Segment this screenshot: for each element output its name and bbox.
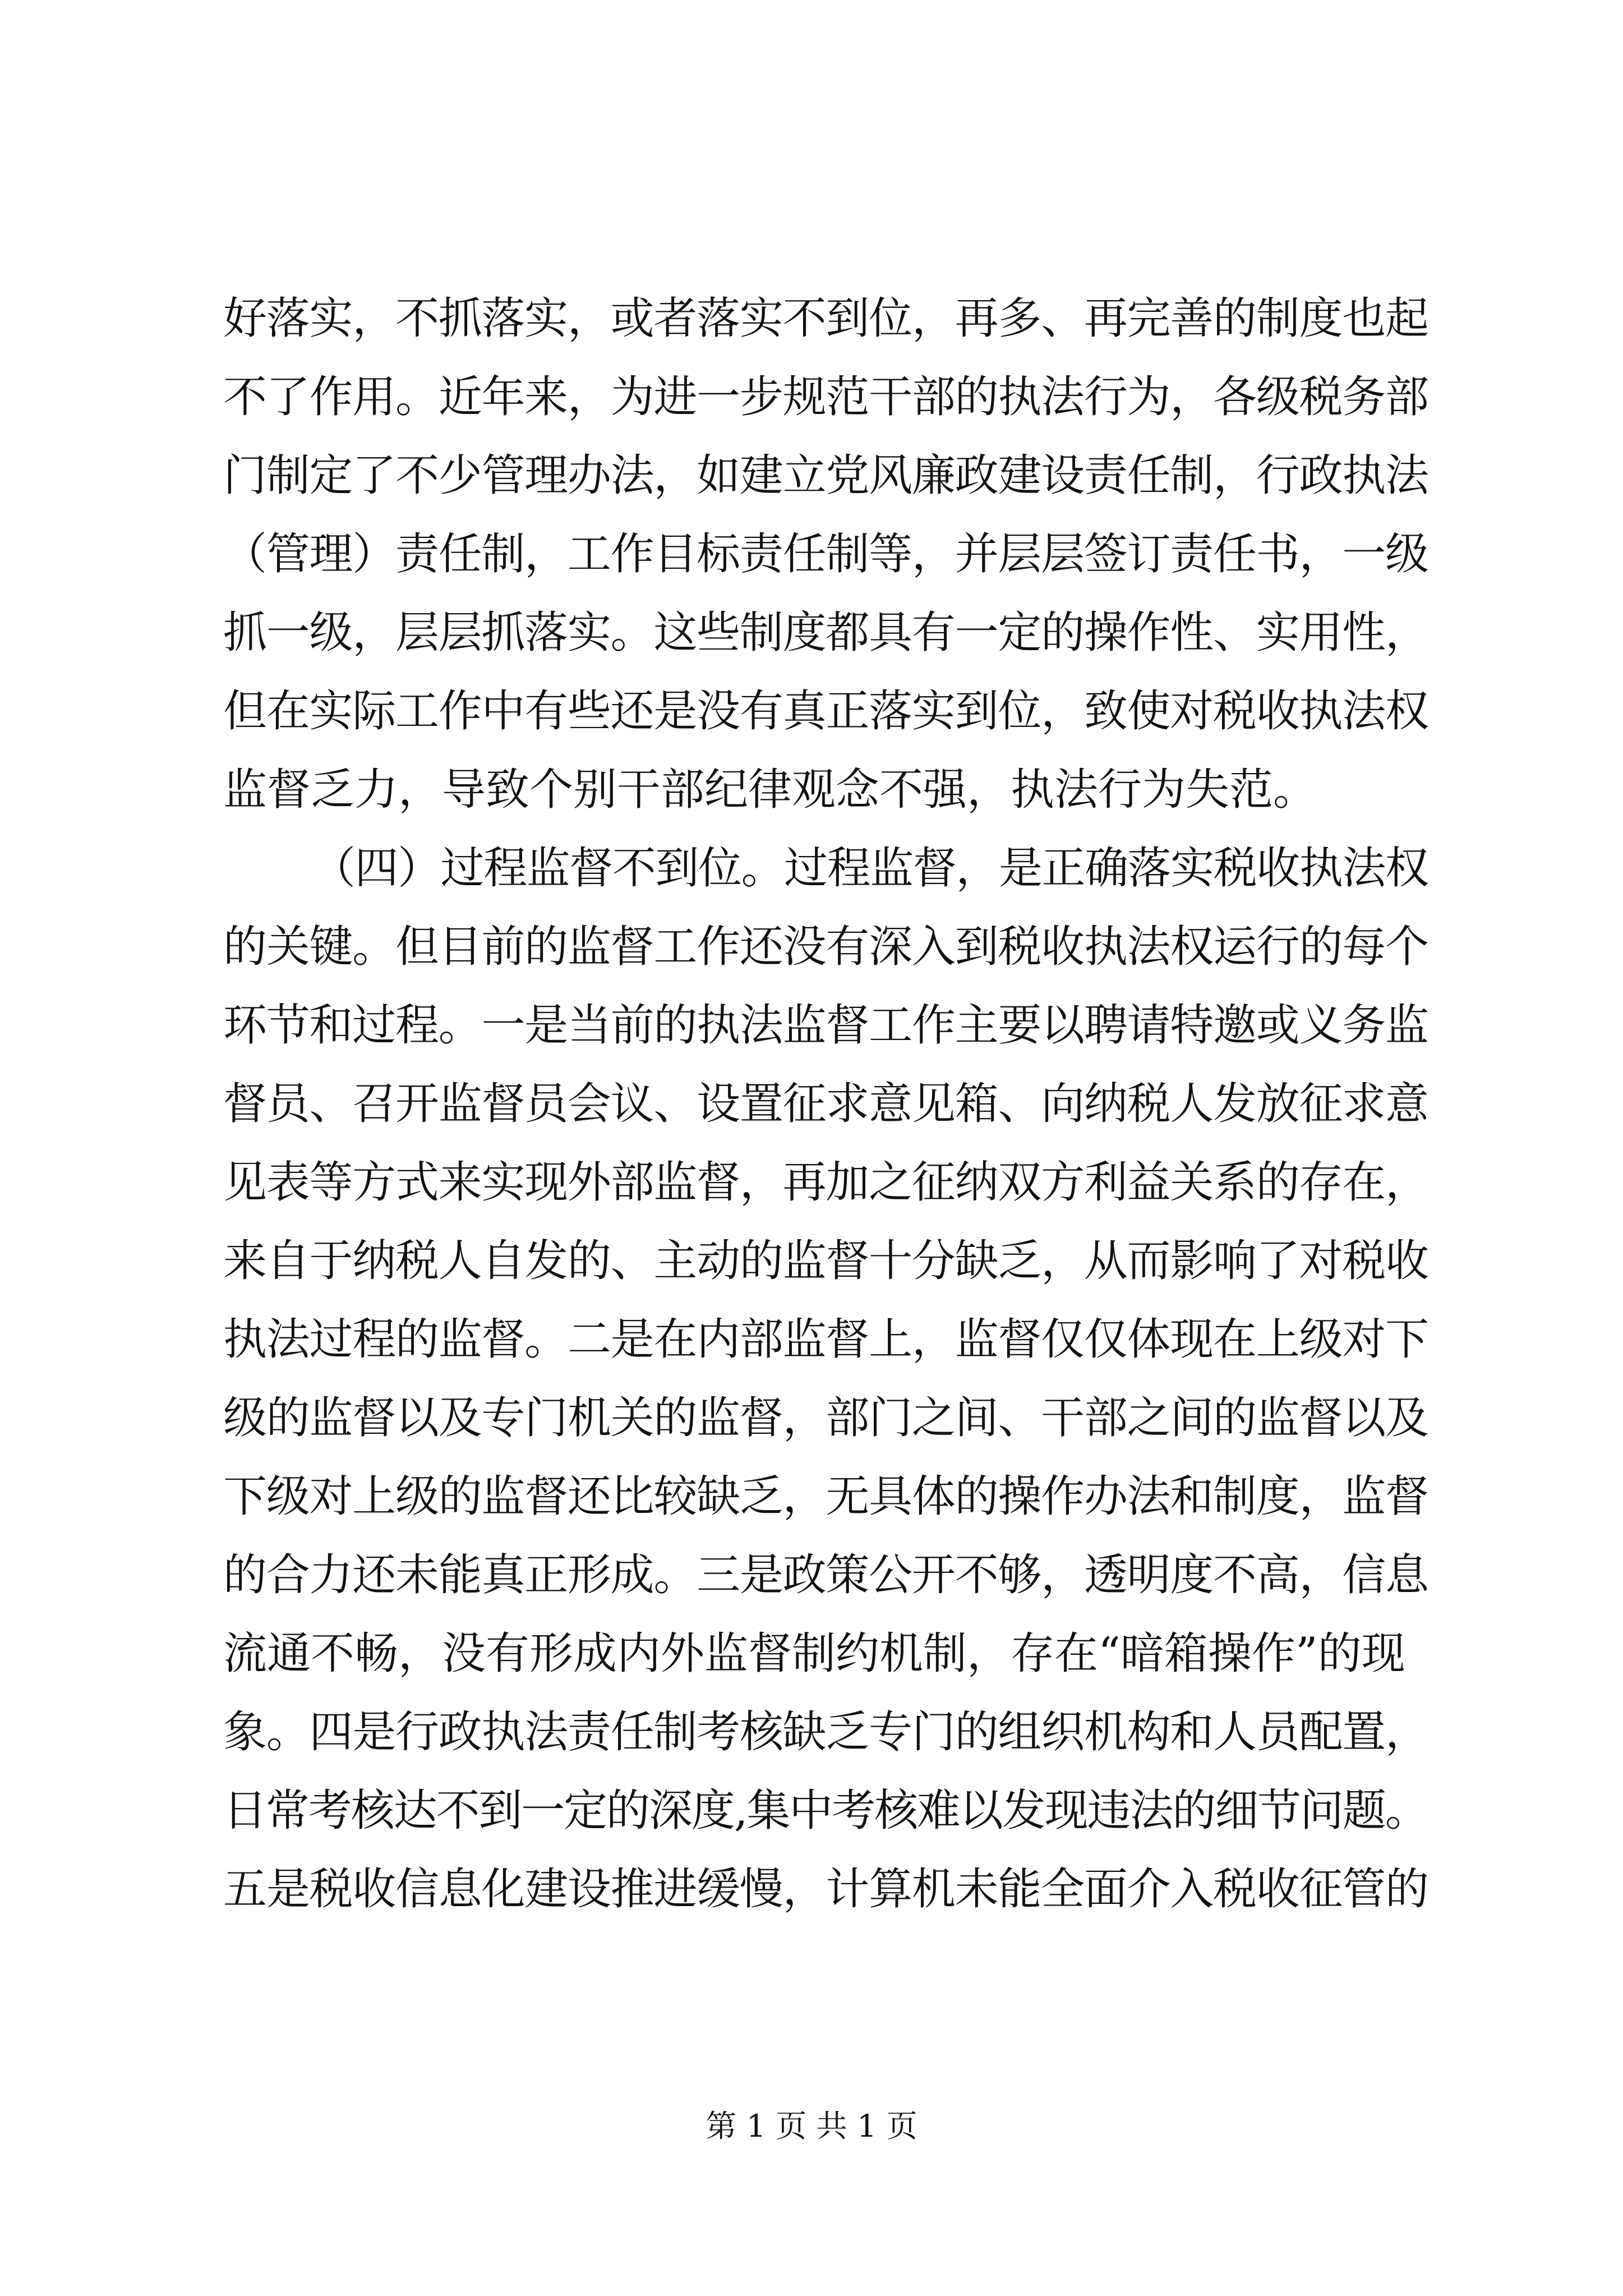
text-line: 五是税收信息化建设推进缓慢，计算机未能全面介入税收征管的 — [223, 1864, 1428, 1915]
text-line: 下级对上级的监督还比较缺乏，无具体的操作办法和制度，监督 — [223, 1471, 1428, 1522]
text-line: 但在实际工作中有些还是没有真正落实到位，致使对税收执法权 — [223, 686, 1428, 737]
text-line: 流通不畅，没有形成内外监督制约机制，存在“暗箱操作”的现 — [223, 1628, 1405, 1679]
text-line: 监督乏力，导致个别干部纪律观念不强，执法行为失范。 — [223, 765, 1317, 815]
text-line: 的关键。但目前的监督工作还没有深入到税收执法权运行的每个 — [223, 922, 1428, 972]
text-line: 抓一级，层层抓落实。这些制度都具有一定的操作性、实用性， — [223, 608, 1428, 658]
body-text — [223, 279, 1429, 1929]
text-line: 来自于纳税人自发的、主动的监督十分缺乏，从而影响了对税收 — [223, 1236, 1428, 1286]
page-footer: 第 1 页 共 1 页 — [706, 2108, 917, 2144]
text-line: 门制定了不少管理办法，如建立党风廉政建设责任制，行政执法 — [223, 450, 1428, 501]
text-line: （四）过程监督不到位。过程监督，是正确落实税收执法权 — [312, 843, 1428, 894]
text-line: 见表等方式来实现外部监督，再加之征纳双方利益关系的存在， — [223, 1157, 1428, 1208]
text-line: 的合力还未能真正形成。三是政策公开不够，透明度不高，信息 — [223, 1550, 1428, 1600]
text-line: （管理）责任制，工作目标责任制等，并层层签订责任书，一级 — [223, 529, 1428, 579]
text-line: 执法过程的监督。二是在内部监督上，监督仅仅体现在上级对下 — [223, 1314, 1428, 1365]
text-line: 象。四是行政执法责任制考核缺乏专门的组织机构和人员配置， — [223, 1707, 1428, 1757]
text-line: 好落实，不抓落实，或者落实不到位，再多、再完善的制度也起 — [223, 293, 1428, 344]
text-line: 日常考核达不到一定的深度,集中考核难以发现违法的细节问题。 — [223, 1786, 1428, 1836]
text-line: 不了作用。近年来，为进一步规范干部的执法行为，各级税务部 — [223, 372, 1428, 422]
text-line: 级的监督以及专门机关的监督，部门之间、干部之间的监督以及 — [223, 1393, 1428, 1443]
text-line: 环节和过程。一是当前的执法监督工作主要以聘请特邀或义务监 — [223, 1000, 1428, 1051]
text-line: 督员、召开监督员会议、设置征求意见箱、向纳税人发放征求意 — [223, 1079, 1428, 1129]
